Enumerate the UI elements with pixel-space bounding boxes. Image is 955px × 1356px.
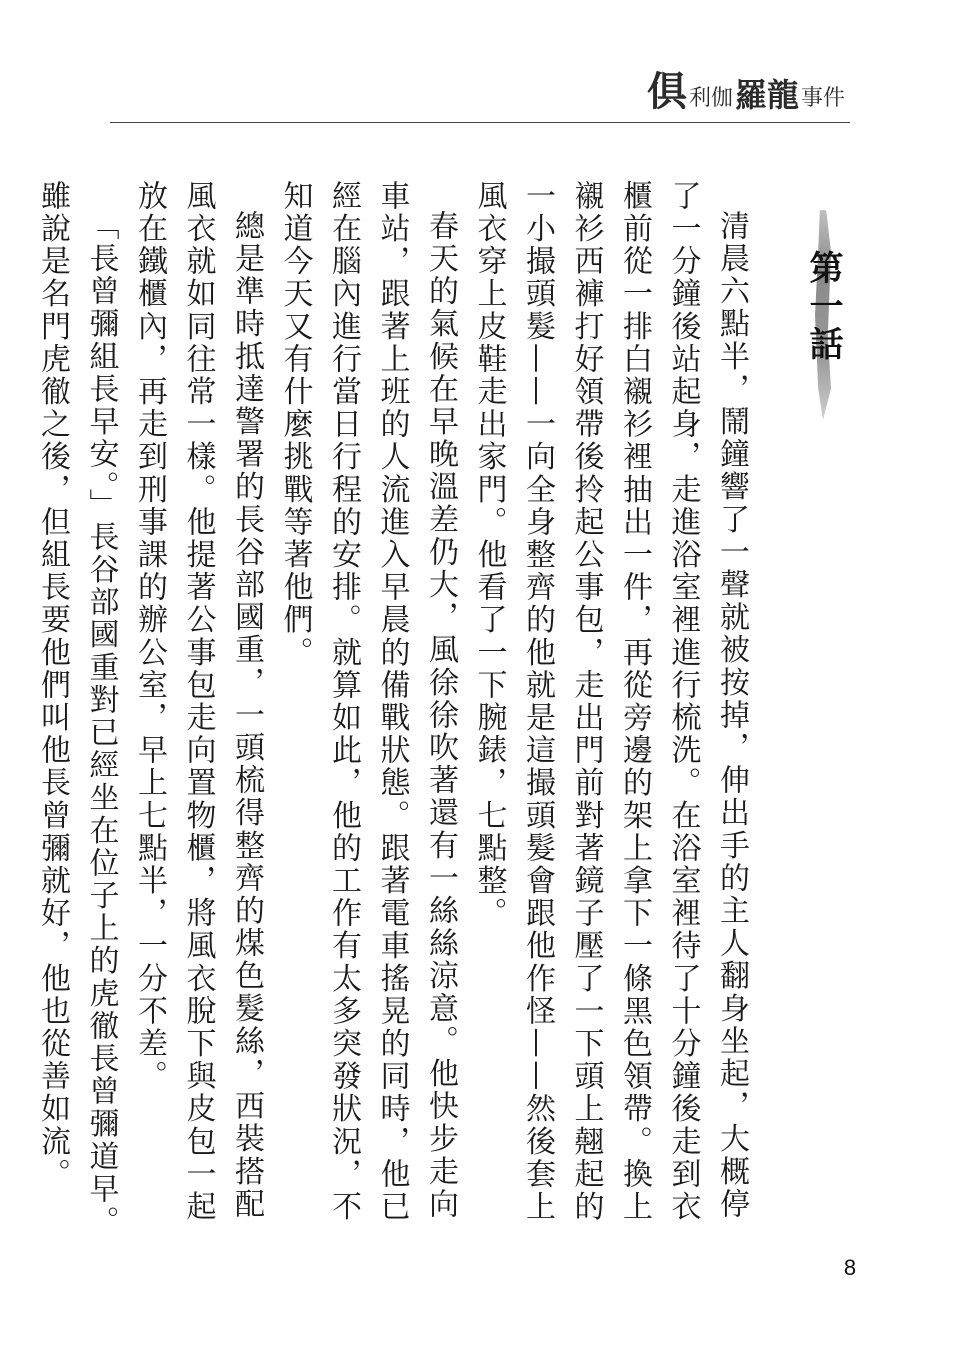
header-divider xyxy=(110,122,850,123)
running-title-part-4: 事件 xyxy=(800,86,845,111)
paragraph-4: 「長曾彌組長早安。」長谷部國重對已經坐在位子上的虎徹長曾彌道早。雖說是名門虎徹之後，但組長要他們叫他長曾彌就好，他也從善如流。 xyxy=(35,180,119,1239)
page-number: 8 xyxy=(843,1255,857,1280)
running-title-part-3: 羅龍 xyxy=(734,76,799,114)
running-title-part-2: 利伽 xyxy=(688,86,733,111)
paragraph-2: 春天的氣候在早晚溫差仍大，風徐徐吹著還有一絲絲涼意。他快步走向車站，跟著上班的人流進入早晨的備戰狀態。跟著電車搖晃的同時，他已經在腦內進行當日行程的安排。就算如此，他的工作有太多突發狀況，不知道今天又有什麼挑戰等著他們。 xyxy=(277,180,458,1224)
running-title xyxy=(646,68,845,115)
paragraph-1: 清晨六點半，鬧鐘響了一聲就被按掉，伸出手的主人翻身坐起，大概停了一分鐘後站起身，走進浴室裡進行梳洗。在浴室裡待了十分鐘後走到衣櫃前從一排白襯衫裡抽出一件，再從旁邊的架上拿下一條黑色領帶。換上襯衫西褲打好領帶後拎起公事包，走出門前對著鏡子壓了一下頭上翹起的一小撮頭髮——一向全身整齊的他就是這撮頭髮會跟他作怪——然後套上風衣穿上皮鞋走出家門。他看了一下腕錶，七點整。 xyxy=(471,180,749,1224)
running-title-part-1: 俱 xyxy=(646,68,687,115)
vertical-body-text xyxy=(35,180,755,1250)
chapter-heading xyxy=(795,210,850,420)
paragraph-3: 總是準時抵達警署的長谷部國重，一頭梳得整齊的煤色髮絲，西裝搭配風衣就如同往常一樣。他提著公事包走向置物櫃，將風衣脫下與皮包一起放在鐵櫃內，再走到刑事課的辦公室，早上七點半，一分不差。 xyxy=(132,180,264,1224)
chapter-label: 第一話 xyxy=(803,250,843,364)
